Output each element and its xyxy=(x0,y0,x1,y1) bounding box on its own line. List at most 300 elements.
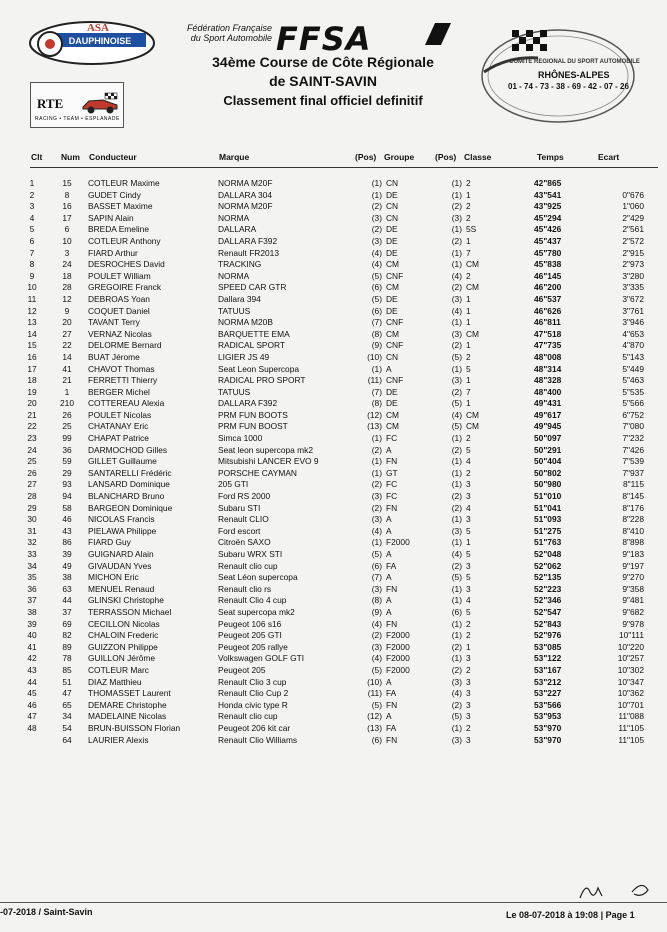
cell-pos-classe: (1) xyxy=(451,178,462,188)
table-row xyxy=(0,364,667,376)
cell-classe: CM xyxy=(466,421,480,432)
cell-conducteur: GLINSKI Christophe xyxy=(88,595,164,606)
table-row xyxy=(0,178,667,190)
cell-num: 26 xyxy=(62,409,72,420)
cell-ecart: 10"220 xyxy=(617,641,644,652)
cell-classe: 5 xyxy=(466,363,471,374)
cell-marque: Peugeot 205 xyxy=(218,664,266,675)
cell-pos: (5) xyxy=(371,270,382,281)
cell-groupe: FC xyxy=(386,433,398,444)
cell-classe: 4 xyxy=(466,595,471,606)
cell-num: 8 xyxy=(64,189,70,200)
cell-pos: (5) xyxy=(371,549,382,559)
cell-temps: 53"970 xyxy=(534,722,562,733)
cell-clt: 29 xyxy=(27,502,37,513)
cell-pos-classe: (1) xyxy=(451,479,462,490)
cell-clt: 10 xyxy=(27,282,37,293)
classification-title: Classement final officiel definitif xyxy=(223,93,423,108)
cell-temps: 52"135 xyxy=(534,572,562,583)
cell-ecart: 8"115 xyxy=(623,479,644,490)
cell-conducteur: BREDA Emeline xyxy=(88,224,149,235)
cell-marque: DALLARA F392 xyxy=(218,235,278,246)
table-row xyxy=(0,595,667,607)
cell-clt: 21 xyxy=(27,409,37,420)
cell-clt: 20 xyxy=(27,398,37,409)
cell-groupe: F2000 xyxy=(386,630,410,641)
cell-num: 89 xyxy=(62,641,72,652)
cell-groupe: A xyxy=(386,525,392,536)
col-groupe: Groupe xyxy=(384,152,415,162)
cell-groupe: A xyxy=(386,572,392,583)
cell-num: 44 xyxy=(62,595,72,606)
cell-temps: 43"925 xyxy=(534,201,562,212)
cell-temps: 47"518 xyxy=(534,328,562,339)
cell-groupe: F2000 xyxy=(386,641,410,652)
col-classe: Classe xyxy=(464,152,492,162)
cell-groupe: FN xyxy=(386,502,398,513)
event-title: 34ème Course de Côte Régionale xyxy=(212,54,434,70)
cell-conducteur: COTLEUR Maxime xyxy=(88,178,160,188)
cell-ecart: 7"539 xyxy=(622,456,644,467)
cell-ecart: 3"672 xyxy=(622,293,644,304)
table-row xyxy=(0,410,667,422)
cell-ecart: 8"228 xyxy=(622,514,644,525)
cell-conducteur: NICOLAS Francis xyxy=(88,514,155,525)
cell-temps: 46"145 xyxy=(534,270,562,281)
cell-pos-classe: (1) xyxy=(451,363,462,374)
cell-groupe: A xyxy=(386,363,392,374)
cell-pos-classe: (1) xyxy=(451,583,462,594)
cell-pos-classe: (2) xyxy=(451,560,462,571)
cell-temps: 48"314 xyxy=(534,363,562,374)
cell-groupe: CM xyxy=(386,328,400,339)
cell-marque: Ford escort xyxy=(218,525,261,536)
cell-temps: 52"843 xyxy=(534,618,562,629)
cell-num: 18 xyxy=(62,270,72,281)
cell-pos: (13) xyxy=(367,722,382,733)
cell-marque: Renault Clio Cup 2 xyxy=(218,688,289,699)
cell-groupe: FN xyxy=(386,618,398,629)
cell-pos: (2) xyxy=(371,201,382,212)
cell-pos-classe: (4) xyxy=(451,688,462,699)
table-row xyxy=(0,677,667,689)
cell-num: 43 xyxy=(62,525,72,536)
cell-ecart: 9"978 xyxy=(622,618,644,629)
cell-pos: (2) xyxy=(371,502,382,513)
table-row xyxy=(0,479,667,491)
cell-classe: 3 xyxy=(466,653,471,664)
cell-num: 34 xyxy=(62,711,72,722)
cell-clt: 43 xyxy=(27,664,37,675)
table-row xyxy=(0,503,667,515)
cell-pos: (6) xyxy=(371,305,382,316)
cell-classe: 2 xyxy=(466,722,471,733)
table-row xyxy=(0,526,667,538)
cell-groupe: CNF xyxy=(386,340,404,351)
cell-marque: Seat Leon Supercopa xyxy=(218,363,300,374)
cell-pos: (3) xyxy=(371,212,382,223)
cell-clt: 14 xyxy=(27,328,37,339)
cell-groupe: F2000 xyxy=(386,537,410,548)
cell-groupe: F2000 xyxy=(386,653,410,664)
cell-num: 65 xyxy=(62,699,72,710)
table-row xyxy=(0,653,667,665)
cell-pos-classe: (6) xyxy=(451,606,462,617)
cell-clt: 41 xyxy=(27,641,37,652)
cell-temps: 50"404 xyxy=(534,456,562,467)
table-row xyxy=(0,572,667,584)
cell-groupe: A xyxy=(386,514,392,525)
cell-marque: DALLARA xyxy=(218,224,257,235)
cell-conducteur: DIAZ Matthieu xyxy=(88,676,142,687)
cell-classe: 5 xyxy=(466,572,471,583)
comite-region: RHÔNES-ALPES xyxy=(538,70,610,80)
cell-marque: Renault clio rs xyxy=(218,583,272,594)
cell-num: 86 xyxy=(62,537,72,548)
cell-temps: 45"426 xyxy=(534,224,562,235)
cell-pos: (3) xyxy=(371,583,382,594)
cell-ecart: 9"183 xyxy=(622,549,644,559)
cell-ecart: 10"701 xyxy=(617,699,644,710)
cell-ecart: 7"426 xyxy=(622,444,644,455)
cell-classe: 2 xyxy=(466,212,471,223)
cell-temps: 48"008 xyxy=(534,351,562,362)
cell-num: 20 xyxy=(62,317,72,328)
cell-pos-classe: (1) xyxy=(451,653,462,664)
cell-classe: 4 xyxy=(466,502,471,513)
svg-text:DAUPHINOISE: DAUPHINOISE xyxy=(68,36,132,46)
cell-pos: (11) xyxy=(367,375,382,386)
cell-num: 24 xyxy=(62,259,72,270)
cell-groupe: FN xyxy=(386,456,398,467)
cell-clt: 17 xyxy=(27,363,37,374)
cell-temps: 48"328 xyxy=(534,375,562,386)
cell-classe: 2 xyxy=(466,630,471,641)
col-pos: (Pos) xyxy=(355,152,377,162)
cell-conducteur: SAPIN Alain xyxy=(88,212,134,223)
cell-marque: Citroën SAXO xyxy=(218,537,271,548)
cell-temps: 53"122 xyxy=(534,653,562,664)
cell-conducteur: BERGER Michel xyxy=(88,386,150,397)
cell-temps: 45"780 xyxy=(534,247,562,258)
cell-clt: 26 xyxy=(27,467,37,478)
cell-groupe: CNF xyxy=(386,317,404,328)
cell-groupe: CM xyxy=(386,259,400,270)
cell-groupe: DE xyxy=(386,189,398,200)
cell-conducteur: BRUN-BUISSON Florian xyxy=(88,722,181,733)
cell-classe: 2 xyxy=(466,270,471,281)
table-row xyxy=(0,549,667,561)
cell-pos: (1) xyxy=(371,189,382,200)
cell-groupe: CM xyxy=(386,421,400,432)
cell-pos: (1) xyxy=(371,456,382,467)
cell-clt: 31 xyxy=(27,525,37,536)
cell-clt: 37 xyxy=(27,595,37,606)
ffsa-slash-icon xyxy=(425,23,451,45)
cell-conducteur: PIELAWA Philippe xyxy=(88,525,157,536)
cell-pos: (8) xyxy=(371,595,382,606)
cell-pos-classe: (1) xyxy=(451,247,462,258)
cell-ecart: 8"410 xyxy=(622,525,644,536)
cell-num: 6 xyxy=(64,224,70,235)
cell-temps: 49"431 xyxy=(534,398,562,409)
cell-pos-classe: (2) xyxy=(451,282,462,293)
cell-ecart: 3"946 xyxy=(622,317,644,328)
cell-temps: 53"085 xyxy=(534,641,562,652)
cell-conducteur: POULET Nicolas xyxy=(88,409,152,420)
cell-ecart: 5"463 xyxy=(622,375,644,386)
cell-num: 54 xyxy=(62,722,72,733)
cell-marque: Renault Clio 3 cup xyxy=(218,676,287,687)
cell-pos-classe: (1) xyxy=(451,722,462,733)
cell-num: 12 xyxy=(62,293,72,304)
cell-conducteur: BUAT Jérome xyxy=(88,351,140,362)
col-num: Num xyxy=(61,152,80,162)
cell-groupe: DE xyxy=(386,235,398,246)
table-row xyxy=(0,630,667,642)
cell-temps: 53"953 xyxy=(534,711,562,722)
cell-marque: Subaru STI xyxy=(218,502,261,513)
cell-pos: (8) xyxy=(371,328,382,339)
cell-temps: 51"763 xyxy=(534,537,562,548)
cell-classe: 3 xyxy=(466,491,471,502)
cell-ecart: 10"347 xyxy=(617,676,644,687)
cell-classe: 1 xyxy=(466,340,471,351)
cell-marque: RADICAL PRO SPORT xyxy=(218,375,306,386)
cell-num: 1 xyxy=(64,386,70,397)
cell-ecart: 9"197 xyxy=(622,560,644,571)
cell-marque: Volkswagen GOLF GTI xyxy=(218,653,305,664)
cell-groupe: FC xyxy=(386,491,398,502)
cell-groupe: CNF xyxy=(386,375,404,386)
table-row xyxy=(0,306,667,318)
cell-classe: 3 xyxy=(466,734,471,745)
cell-num: 15 xyxy=(62,178,72,188)
cell-num: 39 xyxy=(62,549,72,559)
cell-classe: 1 xyxy=(466,235,471,246)
cell-pos-classe: (2) xyxy=(451,699,462,710)
cell-clt: 33 xyxy=(27,549,37,559)
cell-classe: 3 xyxy=(466,479,471,490)
cell-clt: 11 xyxy=(27,293,37,304)
cell-ecart: 7"080 xyxy=(622,421,644,432)
cell-clt: 39 xyxy=(27,618,37,629)
cell-temps: 45"294 xyxy=(534,212,562,223)
cell-pos: (7) xyxy=(371,317,382,328)
cell-temps: 45"838 xyxy=(534,259,562,270)
cell-marque: NORMA M20B xyxy=(218,317,273,328)
cell-groupe: DE xyxy=(386,224,398,235)
cell-marque: Seat leon supercopa mk2 xyxy=(218,444,313,455)
cell-pos-classe: (5) xyxy=(451,711,462,722)
cell-pos-classe: (1) xyxy=(451,467,462,478)
cell-marque: RADICAL SPORT xyxy=(218,340,286,351)
cell-num: 210 xyxy=(60,398,74,409)
cell-pos-classe: (2) xyxy=(451,491,462,502)
cell-pos: (9) xyxy=(371,340,382,351)
cell-groupe: FA xyxy=(386,688,397,699)
cell-clt: 1 xyxy=(29,178,35,188)
cell-groupe: A xyxy=(386,711,392,722)
cell-ecart: 9"358 xyxy=(622,583,644,594)
cell-pos-classe: (1) xyxy=(451,189,462,200)
cell-pos: (1) xyxy=(371,178,382,188)
cell-clt: 27 xyxy=(27,479,37,490)
cell-groupe: CN xyxy=(386,178,399,188)
cell-conducteur: DELORME Bernard xyxy=(88,340,162,351)
cell-marque: Honda civic type R xyxy=(218,699,288,710)
cell-conducteur: LAURIER Alexis xyxy=(88,734,149,745)
cell-num: 16 xyxy=(62,201,72,212)
cell-marque: Ford RS 2000 xyxy=(218,491,271,502)
cell-clt: 45 xyxy=(27,688,37,699)
svg-text:ASA: ASA xyxy=(86,22,110,34)
cell-pos-classe: (3) xyxy=(451,293,462,304)
cell-groupe: FN xyxy=(386,583,398,594)
cell-pos: (1) xyxy=(371,363,382,374)
cell-groupe: DE xyxy=(386,247,398,258)
cell-temps: 46"811 xyxy=(534,317,561,328)
cell-clt: 12 xyxy=(27,305,37,316)
cell-classe: 2 xyxy=(466,467,471,478)
col-clt: Clt xyxy=(31,152,43,162)
cell-num: 69 xyxy=(62,618,72,629)
cell-groupe: CM xyxy=(386,409,400,420)
cell-ecart: 3"761 xyxy=(622,305,644,316)
table-row xyxy=(0,398,667,410)
cell-ecart: 9"682 xyxy=(622,606,644,617)
cell-clt: 46 xyxy=(27,699,37,710)
cell-ecart: 4"870 xyxy=(622,340,644,351)
cell-clt: 6 xyxy=(29,235,35,246)
cell-pos-classe: (2) xyxy=(451,386,462,397)
cell-ecart: 6"752 xyxy=(622,409,644,420)
table-row xyxy=(0,421,667,433)
cell-pos-classe: (4) xyxy=(451,270,462,281)
cell-marque: PRM FUN BOOTS xyxy=(218,409,288,420)
cell-groupe: F2000 xyxy=(386,664,410,675)
cell-pos-classe: (3) xyxy=(451,375,462,386)
cell-pos-classe: (2) xyxy=(451,201,462,212)
cell-ecart: 5"535 xyxy=(622,386,644,397)
cell-conducteur: FIARD Guy xyxy=(88,537,131,548)
table-row xyxy=(0,294,667,306)
cell-conducteur: COTTEREAU Alexia xyxy=(88,398,165,409)
cell-marque: BARQUETTE EMA xyxy=(218,328,290,339)
cell-marque: NORMA xyxy=(218,270,250,281)
cell-conducteur: GUILLON Jérôme xyxy=(88,653,156,664)
cell-temps: 50"802 xyxy=(534,467,562,478)
cell-conducteur: DESROCHES David xyxy=(88,259,165,270)
table-row xyxy=(0,711,667,723)
cell-pos-classe: (1) xyxy=(451,630,462,641)
cell-temps: 50"980 xyxy=(534,479,562,490)
cell-pos: (12) xyxy=(367,409,382,420)
table-row xyxy=(0,213,667,225)
cell-marque: TATUUS xyxy=(218,305,251,316)
table-row xyxy=(0,688,667,700)
cell-pos-classe: (3) xyxy=(451,328,462,339)
table-row xyxy=(0,224,667,236)
comite-phone: 01 - 74 - 73 - 38 - 69 - 42 - 07 - 26 xyxy=(508,82,629,91)
cell-num: 46 xyxy=(62,514,72,525)
cell-marque: Subaru WRX STI xyxy=(218,549,283,559)
cell-classe: CM xyxy=(466,259,480,270)
table-row xyxy=(0,584,667,596)
cell-clt: 16 xyxy=(27,351,37,362)
table-header xyxy=(0,152,667,166)
cell-classe: 5 xyxy=(466,549,471,559)
cell-num: 49 xyxy=(62,560,72,571)
cell-classe: CM xyxy=(466,328,480,339)
cell-num: 38 xyxy=(62,572,72,583)
table-row xyxy=(0,607,667,619)
cell-ecart: 3"280 xyxy=(622,270,644,281)
cell-pos: (3) xyxy=(371,641,382,652)
cell-temps: 46"537 xyxy=(534,293,562,304)
cell-marque: Renault CLIO xyxy=(218,514,269,525)
cell-pos-classe: (1) xyxy=(451,537,462,548)
table-row xyxy=(0,329,667,341)
table-row xyxy=(0,700,667,712)
cell-clt: 9 xyxy=(29,270,35,281)
cell-groupe: DE xyxy=(386,386,398,397)
cell-pos-classe: (5) xyxy=(451,398,462,409)
cell-temps: 52"976 xyxy=(534,630,562,641)
cell-classe: 2 xyxy=(466,201,471,212)
cell-pos: (2) xyxy=(371,444,382,455)
cell-temps: 48"400 xyxy=(534,386,562,397)
cell-pos: (6) xyxy=(371,282,382,293)
cell-conducteur: BARGEON Dominique xyxy=(88,502,173,513)
cell-ecart: 8"145 xyxy=(622,491,644,502)
cell-marque: Renault clio cup xyxy=(218,711,278,722)
cell-pos-classe: (1) xyxy=(451,433,462,444)
cell-pos: (4) xyxy=(371,247,382,258)
cell-classe: 7 xyxy=(466,247,471,258)
cell-pos-classe: (4) xyxy=(451,409,462,420)
cell-pos: (13) xyxy=(367,421,382,432)
cell-temps: 52"062 xyxy=(534,560,562,571)
cell-clt: 2 xyxy=(29,189,35,200)
cell-pos: (7) xyxy=(371,386,382,397)
cell-pos: (4) xyxy=(371,653,382,664)
cell-classe: 5S xyxy=(466,224,477,235)
cell-classe: 2 xyxy=(466,351,471,362)
cell-conducteur: CECILLON Nicolas xyxy=(88,618,160,629)
cell-conducteur: GUIZZON Philippe xyxy=(88,641,158,652)
cell-pos-classe: (2) xyxy=(451,502,462,513)
table-row xyxy=(0,468,667,480)
cell-pos: (5) xyxy=(371,293,382,304)
cell-marque: Mitsubishi LANCER EVO 9 xyxy=(218,456,319,467)
cell-clt: 40 xyxy=(27,630,37,641)
cell-pos-classe: (5) xyxy=(451,421,462,432)
table-row xyxy=(0,271,667,283)
cell-marque: NORMA M20F xyxy=(218,178,273,188)
cell-conducteur: COQUET Daniel xyxy=(88,305,150,316)
rte-logo-text: RTE xyxy=(37,96,64,111)
cell-num: 99 xyxy=(62,433,72,444)
cell-classe: 1 xyxy=(466,317,471,328)
cell-groupe: FN xyxy=(386,699,398,710)
cell-temps: 46"200 xyxy=(534,282,562,293)
cell-clt: 35 xyxy=(27,572,37,583)
cell-clt: 32 xyxy=(27,537,37,548)
cell-marque: Dallara 394 xyxy=(218,293,261,304)
cell-num: 64 xyxy=(62,734,72,745)
cell-marque: Peugeot 205 rallye xyxy=(218,641,288,652)
